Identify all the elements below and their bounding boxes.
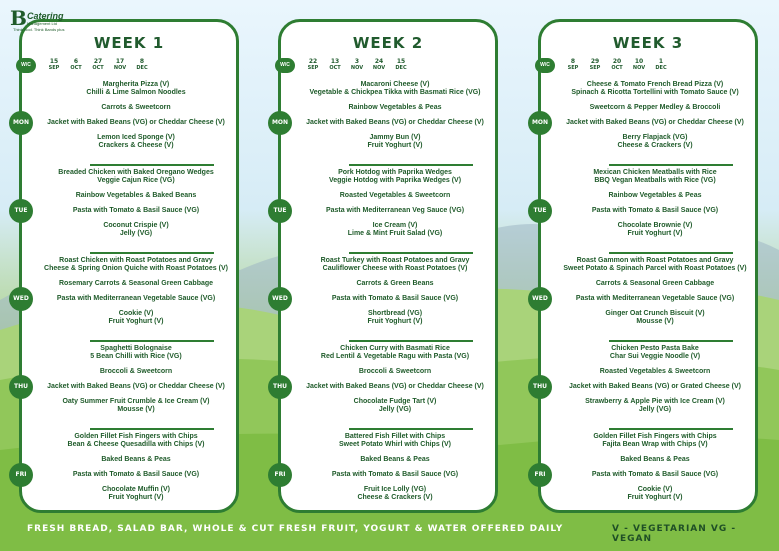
menu-items <box>563 257 747 333</box>
menu-item-line: Jammy Bun (V) <box>369 134 421 141</box>
menu-item <box>563 169 747 185</box>
menu-item <box>303 81 487 97</box>
menu-item-line: Baked Beans & Peas <box>620 456 690 463</box>
menu-item <box>44 222 228 238</box>
menu-item-line: Golden Fillet Fish Fingers with Chips <box>593 433 717 440</box>
week-dates <box>565 59 669 71</box>
menu-items <box>44 169 228 245</box>
menu-item-line: 5 Bean Chilli with Rice (VG) <box>90 353 182 360</box>
menu-item <box>303 486 487 502</box>
logo-name: Catering <box>27 11 64 21</box>
week-commencing-badge: W/C <box>275 58 295 73</box>
date-day: 8 <box>570 58 576 65</box>
menu-items <box>563 81 747 157</box>
menu-item-line: Sweetcorn & Pepper Medley & Broccoli <box>589 104 721 111</box>
day-list <box>271 76 495 516</box>
menu-item-line: Baked Beans & Peas <box>101 456 171 463</box>
date-month: SEP <box>589 65 601 71</box>
week-title: WEEK 2 <box>352 34 424 52</box>
day-list <box>531 76 755 516</box>
menu-item-line: Crackers & Cheese (V) <box>98 142 174 149</box>
week-title: WEEK 1 <box>93 34 165 52</box>
date-day: 20 <box>612 58 622 65</box>
menu-items <box>303 257 487 333</box>
menu-item <box>563 471 747 479</box>
menu-item-line: Cheese & Spring Onion Quiche with Roast Potatoes (V) <box>44 265 228 272</box>
menu-items <box>44 433 228 509</box>
date-day: 17 <box>115 58 125 65</box>
menu-item-line: Jelly (VG) <box>119 230 153 237</box>
menu-item-line: Golden Fillet Fish Fingers with Chips <box>74 433 198 440</box>
menu-item <box>563 280 747 288</box>
date-month: DEC <box>655 65 667 71</box>
day-section <box>13 252 236 340</box>
menu-item-line: Bean & Cheese Quesadilla with Chips (V) <box>67 441 205 448</box>
menu-item-line: Carrots & Sweetcorn <box>101 104 171 111</box>
date-day: 1 <box>658 58 664 65</box>
day-section <box>534 428 755 516</box>
menu-item <box>563 222 747 238</box>
menu-item <box>44 192 228 200</box>
menu-item-line: Pasta with Tomato & Basil Sauce (VG) <box>331 471 459 478</box>
day-label: FRI <box>528 463 552 487</box>
menu-item-line: Chicken Pesto Pasta Bake <box>611 345 699 352</box>
week-dates <box>305 59 409 71</box>
date <box>46 59 62 71</box>
day-label: TUE <box>9 199 33 223</box>
menu-item <box>44 345 228 361</box>
day-section <box>272 252 495 340</box>
menu-item-line: Jelly (VG) <box>638 406 672 413</box>
menu-item <box>44 368 228 376</box>
date <box>631 59 647 71</box>
menu-item <box>44 398 228 414</box>
menu-item-line: Broccoli & Sweetcorn <box>358 368 432 375</box>
menu-item <box>303 345 487 361</box>
week-title: WEEK 3 <box>612 34 684 52</box>
menu-item <box>303 398 487 414</box>
menu-item-line: Carrots & Seasonal Green Cabbage <box>595 280 715 287</box>
date-day: 15 <box>49 58 59 65</box>
menu-item <box>563 134 747 150</box>
day-label: MON <box>268 111 292 135</box>
date <box>68 59 84 71</box>
menu-item-line: Fruit Yoghurt (V) <box>108 494 164 501</box>
company-logo <box>10 8 70 34</box>
date-day: 15 <box>396 58 406 65</box>
day-section <box>15 428 236 516</box>
menu-item <box>563 383 747 391</box>
logo-subtitle: Management Ltd <box>27 21 58 26</box>
day-label: MON <box>528 111 552 135</box>
menu-item <box>303 368 487 376</box>
menu-item <box>563 433 747 449</box>
menu-items <box>563 345 747 421</box>
menu-item-line: Cookie (V) <box>637 486 673 493</box>
date-month: NOV <box>113 65 127 71</box>
menu-item <box>303 456 487 464</box>
date <box>90 59 106 71</box>
day-section <box>531 76 755 164</box>
menu-item-line: Sweet Potato Whirl with Chips (V) <box>339 441 451 448</box>
menu-item-line: Veggie Hotdog with Paprika Wedges (V) <box>328 177 462 184</box>
day-section <box>12 76 236 164</box>
menu-item-line: Cauliflower Cheese with Roast Potatoes (V) <box>322 265 468 272</box>
date-month: SEP <box>567 65 579 71</box>
date-day: 29 <box>590 58 600 65</box>
menu-item-line: Rosemary Carrots & Seasonal Green Cabbage <box>58 280 214 287</box>
menu-item-line: Pasta with Mediterranean Vegetable Sauce (VG) <box>56 295 216 302</box>
day-section <box>533 164 755 252</box>
logo-mark: B <box>10 6 27 30</box>
menu-item-line: Red Lentil & Vegetable Ragu with Pasta (VG) <box>320 353 470 360</box>
menu-items <box>44 257 228 333</box>
day-section <box>274 428 495 516</box>
menu-item-line: Pasta with Tomato & Basil Sauce (VG) <box>591 207 719 214</box>
menu-item-line: Fruit Ice Lolly (VG) <box>363 486 427 493</box>
date <box>134 59 150 71</box>
menu-item-line: Fruit Yoghurt (V) <box>367 142 423 149</box>
date-month: DEC <box>395 65 407 71</box>
menu-item-line: Ginger Oat Crunch Biscuit (V) <box>605 310 705 317</box>
menu-item <box>563 486 747 502</box>
menu-item-line: Char Sui Veggie Noodle (V) <box>609 353 701 360</box>
menu-item-line: Spinach & Ricotta Tortellini with Tomato Sauce (V) <box>571 89 739 96</box>
menu-item <box>44 456 228 464</box>
menu-item-line: Chilli & Lime Salmon Noodles <box>86 89 186 96</box>
date <box>609 59 625 71</box>
date-month: OCT <box>611 65 623 71</box>
menu-item-line: Roast Turkey with Roast Potatoes and Gravy <box>320 257 470 264</box>
day-section <box>14 340 236 428</box>
menu-item-line: Rainbow Vegetables & Peas <box>348 104 442 111</box>
menu-item <box>563 398 747 414</box>
menu-item <box>44 280 228 288</box>
logo-tagline: Think food. Think Bands plus <box>13 27 65 32</box>
day-label: THU <box>9 375 33 399</box>
menu-item-line: Battered Fish Fillet with Chips <box>344 433 446 440</box>
date-month: DEC <box>136 65 148 71</box>
menu-item-line: Jacket with Baked Beans (VG) or Cheddar Cheese (V) <box>566 119 744 126</box>
menu-item <box>303 433 487 449</box>
menu-items <box>44 81 228 157</box>
day-label: TUE <box>528 199 552 223</box>
menu-item-line: Mexican Chicken Meatballs with Rice <box>593 169 717 176</box>
menu-item-line: Fruit Yoghurt (V) <box>627 494 683 501</box>
menu-items <box>303 433 487 509</box>
menu-items <box>563 169 747 245</box>
menu-item <box>563 368 747 376</box>
menu-item <box>44 207 228 215</box>
menu-item-line: Pasta with Tomato & Basil Sauce (VG) <box>72 207 200 214</box>
menu-item <box>303 295 487 303</box>
day-section <box>273 340 495 428</box>
menu-item-line: Cookie (V) <box>118 310 154 317</box>
menu-item-line: Chocolate Muffin (V) <box>101 486 171 493</box>
day-label: MON <box>9 111 33 135</box>
menu-item <box>44 433 228 449</box>
menu-item-line: BBQ Vegan Meatballs with Rice (VG) <box>594 177 716 184</box>
menu-item <box>303 257 487 273</box>
day-label: WED <box>9 287 33 311</box>
day-label: FRI <box>268 463 292 487</box>
menu-item-line: Shortbread (VG) <box>367 310 423 317</box>
menu-item <box>563 119 747 127</box>
day-label: THU <box>528 375 552 399</box>
day-label: WED <box>528 287 552 311</box>
menu-item-line: Margherita Pizza (V) <box>102 81 170 88</box>
date <box>393 59 409 71</box>
date <box>305 59 321 71</box>
week-dates <box>46 59 150 71</box>
menu-item <box>563 456 747 464</box>
menu-item <box>303 310 487 326</box>
menu-item-line: Roasted Vegetables & Sweetcorn <box>599 368 711 375</box>
menu-item <box>303 134 487 150</box>
menu-item <box>44 295 228 303</box>
menu-item-line: Pasta with Tomato & Basil Sauce (VG) <box>591 471 719 478</box>
date <box>565 59 581 71</box>
menu-item-line: Veggie Cajun Rice (VG) <box>97 177 175 184</box>
menu-item-line: Roast Gammon with Roast Potatoes and Gravy <box>576 257 734 264</box>
date-month: NOV <box>350 65 364 71</box>
date-month: OCT <box>70 65 82 71</box>
menu-item-line: Cheese & Crackers (V) <box>617 142 693 149</box>
menu-item <box>563 81 747 97</box>
menu-item <box>44 134 228 150</box>
menu-item-line: Cheese & Crackers (V) <box>357 494 433 501</box>
menu-item <box>44 169 228 185</box>
menu-item-line: Baked Beans & Peas <box>360 456 430 463</box>
menu-items <box>563 433 747 509</box>
menu-item-line: Breaded Chicken with Baked Oregano Wedges <box>58 169 214 176</box>
menu-item-line: Chocolate Brownie (V) <box>617 222 693 229</box>
menu-item-line: Pasta with Mediterranean Veg Sauce (VG) <box>325 207 465 214</box>
menu-item-line: Berry Flapjack (VG) <box>622 134 688 141</box>
week-commencing-badge: W/C <box>535 58 555 73</box>
menu-item-line: Jacket with Baked Beans (VG) or Cheddar Cheese (V) <box>306 383 484 390</box>
menu-item <box>44 383 228 391</box>
menu-item-line: Ice Cream (V) <box>372 222 418 229</box>
date-day: 13 <box>330 58 340 65</box>
menu-item-line: Coconut Crispie (V) <box>103 222 169 229</box>
date <box>327 59 343 71</box>
menu-item-line: Broccoli & Sweetcorn <box>99 368 173 375</box>
day-section <box>533 340 755 428</box>
menu-item <box>303 471 487 479</box>
date-month: OCT <box>329 65 341 71</box>
menu-item <box>303 383 487 391</box>
menu-items <box>44 345 228 421</box>
menu-item <box>44 104 228 112</box>
menu-item-line: Strawberry & Apple Pie with Ice Cream (V) <box>585 398 725 405</box>
menu-item <box>563 207 747 215</box>
menu-item-line: Jacket with Baked Beans (VG) or Cheddar Cheese (V) <box>306 119 484 126</box>
date-day: 3 <box>354 58 360 65</box>
menu-item <box>563 310 747 326</box>
menu-item <box>44 310 228 326</box>
menu-item-line: Sweet Potato & Spinach Parcel with Roast Potatoes (V) <box>563 265 747 272</box>
menu-item-line: Roasted Vegetables & Sweetcorn <box>339 192 451 199</box>
menu-item-line: Cheese & Tomato French Bread Pizza (V) <box>586 81 724 88</box>
week-panel <box>271 19 498 513</box>
day-list <box>12 76 236 516</box>
menu-item <box>303 169 487 185</box>
menu-item-line: Carrots & Green Beans <box>356 280 434 287</box>
menu-item <box>44 486 228 502</box>
day-label: WED <box>268 287 292 311</box>
date <box>349 59 365 71</box>
menu-item-line: Pasta with Tomato & Basil Sauce (VG) <box>331 295 459 302</box>
date-day: 8 <box>139 58 145 65</box>
day-section <box>532 252 755 340</box>
daily-offer-note: FRESH BREAD, SALAD BAR, WHOLE & CUT FRESH FRUIT, YOGURT & WATER OFFERED DAILY <box>27 524 564 534</box>
menu-item-line: Lemon Iced Sponge (V) <box>97 134 175 141</box>
menu-item <box>303 280 487 288</box>
menu-item <box>44 119 228 127</box>
day-label: THU <box>268 375 292 399</box>
menu-item-line: Macaroni Cheese (V) <box>360 81 430 88</box>
menu-item-line: Pork Hotdog with Paprika Wedges <box>338 169 452 176</box>
day-section <box>271 76 495 164</box>
menu-item-line: Pasta with Tomato & Basil Sauce (VG) <box>72 471 200 478</box>
menu-item-line: Oaty Summer Fruit Crumble & Ice Cream (V) <box>62 398 210 405</box>
day-section <box>273 164 495 252</box>
menu-item-line: Jacket with Baked Beans (VG) or Cheddar Cheese (V) <box>47 119 225 126</box>
date-month: SEP <box>48 65 60 71</box>
menu-item-line: Lime & Mint Fruit Salad (VG) <box>347 230 443 237</box>
menu-item-line: Fruit Yoghurt (V) <box>108 318 164 325</box>
menu-item-line: Jacket with Baked Beans (VG) or Grated Cheese (V) <box>569 383 741 390</box>
menu-item-line: Jacket with Baked Beans (VG) or Cheddar Cheese (V) <box>47 383 225 390</box>
date-day: 6 <box>73 58 79 65</box>
day-label: TUE <box>268 199 292 223</box>
week-commencing-badge: W/C <box>16 58 36 73</box>
menu-item <box>563 295 747 303</box>
menu-item-line: Pasta with Mediterranean Vegetable Sauce (VG) <box>575 295 735 302</box>
date-month: SEP <box>307 65 319 71</box>
menu-item <box>563 345 747 361</box>
date <box>371 59 387 71</box>
menu-item-line: Spaghetti Bolognaise <box>100 345 172 352</box>
diet-legend: V - VEGETARIAN VG - VEGAN <box>612 524 737 544</box>
date-day: 24 <box>374 58 384 65</box>
day-section <box>14 164 236 252</box>
menu-item-line: Roast Chicken with Roast Potatoes and Gravy <box>59 257 213 264</box>
menu-item <box>44 257 228 273</box>
menu-item <box>563 104 747 112</box>
menu-item-line: Vegetable & Chickpea Tikka with Basmati Rice (VG) <box>309 89 481 96</box>
menu-item <box>563 192 747 200</box>
menu-item-line: Mousse (V) <box>636 318 674 325</box>
day-label: FRI <box>9 463 33 487</box>
menu-items <box>303 345 487 421</box>
date <box>112 59 128 71</box>
menu-item <box>303 104 487 112</box>
menu-item <box>44 81 228 97</box>
menu-item <box>563 257 747 273</box>
menu-item-line: Mousse (V) <box>117 406 155 413</box>
date-day: 10 <box>634 58 644 65</box>
menu-items <box>303 81 487 157</box>
menu-item <box>303 222 487 238</box>
date-day: 27 <box>93 58 103 65</box>
menu-items <box>303 169 487 245</box>
menu-item-line: Jelly (VG) <box>378 406 412 413</box>
menu-item-line: Chocolate Fudge Tart (V) <box>353 398 437 405</box>
date <box>587 59 603 71</box>
date-month: OCT <box>92 65 104 71</box>
menu-item-line: Rainbow Vegetables & Baked Beans <box>75 192 197 199</box>
menu-item <box>44 471 228 479</box>
menu-item <box>303 207 487 215</box>
week-panel <box>531 19 758 513</box>
menu-item <box>303 119 487 127</box>
week-panel <box>12 19 239 513</box>
date <box>653 59 669 71</box>
menu-item-line: Fruit Yoghurt (V) <box>627 230 683 237</box>
menu-item-line: Fajita Bean Wrap with Chips (V) <box>602 441 708 448</box>
menu-item-line: Chicken Curry with Basmati Rice <box>340 345 450 352</box>
menu-item <box>303 192 487 200</box>
menu-item-line: Rainbow Vegetables & Peas <box>608 192 702 199</box>
date-day: 22 <box>308 58 318 65</box>
date-month: NOV <box>632 65 646 71</box>
date-month: NOV <box>372 65 386 71</box>
menu-item-line: Fruit Yoghurt (V) <box>367 318 423 325</box>
